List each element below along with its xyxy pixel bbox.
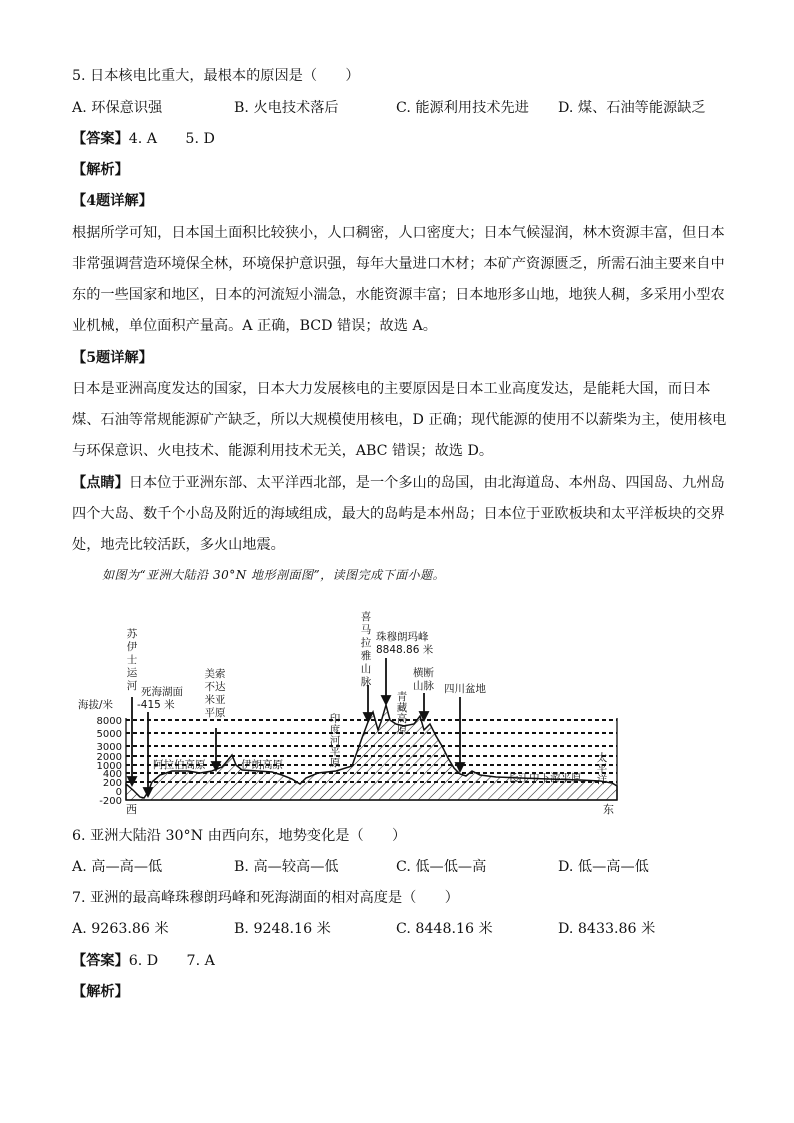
figure-caption: 如图为“亚洲大陆沿 30°N 地形剖面图”，读图完成下面小题。 [102, 568, 446, 582]
detail4-line: 根据所学可知，日本国土面积比较狭小，人口稠密，人口密度大；日本气候湿润，林木资源丰富，但日本 [72, 225, 725, 241]
y-tick-label: 5000 [96, 729, 122, 740]
label-tibetan-plateau: 青藏高原 [396, 691, 408, 736]
q5-option-b: B. 火电技术落后 [234, 100, 339, 116]
label-iranian-plateau: 伊朗高原 [241, 759, 283, 771]
y-tick-label: 1000 [96, 761, 122, 772]
detail4-line: 非常强调营造环境保全林，环境保护意识强，每年大量进口木材；本矿产资源匮乏，所需石油主要来自中 [72, 256, 725, 272]
y-tick-label: 2000 [96, 752, 122, 763]
detail5-title: 【5题详解】 [72, 350, 153, 366]
q7-option-d: D. 8433.86 米 [558, 921, 656, 937]
label-himalaya: 喜马拉雅山脉 [360, 611, 372, 688]
answer-text: 4. A 5. D [128, 131, 215, 147]
y-tick-label: -200 [99, 796, 122, 807]
tip-label: 【点睛】 [72, 475, 129, 491]
answer-label: 【答案】 [72, 953, 129, 969]
label-suez-canal: 苏伊士运河 [126, 628, 138, 692]
q6-option-a: A. 高—高—低 [72, 859, 163, 875]
q7-option-a: A. 9263.86 米 [72, 921, 169, 937]
q6-option-c: C. 低—低—高 [396, 859, 487, 875]
analysis-heading-1: 【解析】 [72, 162, 129, 178]
q6-stem: 6. 亚洲大陆沿 30°N 由西向东，地势变化是（ ） [72, 828, 407, 844]
tip-line: 处，地壳比较活跃，多火山地震。 [72, 537, 285, 553]
label-indus-plain: 印度河平原 [329, 713, 341, 769]
label-mesopotamia: 美索不达米亚平原 [204, 668, 226, 719]
label-everest: 珠穆朗玛峰 [376, 631, 429, 643]
y-tick-label: 8000 [96, 716, 122, 727]
detail5-line: 日本是亚洲高度发达的国家，日本大力发展核电的主要原因是日本工业高度发达，是能耗大国，而日本 [72, 381, 711, 397]
q7-option-c: C. 8448.16 米 [396, 921, 493, 937]
analysis-heading-2: 【解析】 [72, 984, 129, 1000]
answer-block-2 [72, 951, 215, 971]
q6-option-b: B. 高—较高—低 [234, 859, 339, 875]
detail4-line: 东的一些国家和地区，日本的河流短小湍急，水能资源丰富；日本地形多山地，地狭人稠，多采用小型农 [72, 287, 725, 303]
label-sichuan-basin: 四川盆地 [444, 683, 486, 695]
q5-stem: 5. 日本核电比重大，最根本的原因是（ ） [72, 68, 360, 84]
y-tick-label: 3000 [96, 742, 122, 753]
tip-line: 四个大岛、数千个小岛及附近的海域组成，最大的岛屿是本州岛；日本位于亚欧板块和太平洋板块的交界 [72, 506, 725, 522]
y-tick-label: 200 [102, 778, 122, 789]
q7-option-b: B. 9248.16 米 [234, 921, 331, 937]
label-dead-sea: 死海湖面 [141, 686, 183, 698]
answer-text: 6. D 7. A [128, 953, 215, 969]
q7-stem: 7. 亚洲的最高峰珠穆朗玛峰和死海湖面的相对高度是（ ） [72, 890, 459, 906]
answer-label: 【答案】 [72, 131, 129, 147]
tip-text: 日本位于亚洲东部、太平洋西北部，是一个多山的岛国，由北海道岛、本州岛、四国岛、九州岛 [128, 475, 725, 491]
detail4-line: 业机械，单位面积产量高。A 正确，BCD 错误；故选 A。 [72, 318, 437, 334]
label-everest-value: 8848.86 米 [376, 644, 434, 656]
label-east: 东 [603, 803, 614, 816]
label-pacific: 太平洋 [596, 752, 608, 786]
q6-option-d: D. 低—高—低 [558, 859, 649, 875]
label-hengduan: 横断山脉 [413, 667, 434, 692]
label-dead-sea-value: -415 米 [137, 699, 175, 711]
label-yangtze-plain: 长江中下游平原 [508, 772, 582, 784]
detail4-title: 【4题详解】 [72, 193, 153, 209]
y-axis-label: 海拔/米 [78, 699, 114, 711]
y-tick-label: 400 [102, 769, 122, 780]
detail5-line: 煤、石油等常规能源矿产缺乏，所以大规模使用核电，D 正确；现代能源的使用不以薪柴为主，使用核电 [72, 412, 727, 428]
q5-option-a: A. 环保意识强 [72, 100, 163, 116]
label-west: 西 [126, 803, 137, 816]
label-arabian-plateau: 阿拉伯高原 [153, 759, 206, 771]
y-tick-label: 0 [115, 787, 122, 798]
detail5-line: 与环保意识、火电技术、能源利用技术无关，ABC 错误；故选 D。 [72, 443, 494, 459]
q5-option-c: C. 能源利用技术先进 [396, 100, 529, 116]
q5-option-d: D. 煤、石油等能源缺乏 [558, 100, 706, 116]
